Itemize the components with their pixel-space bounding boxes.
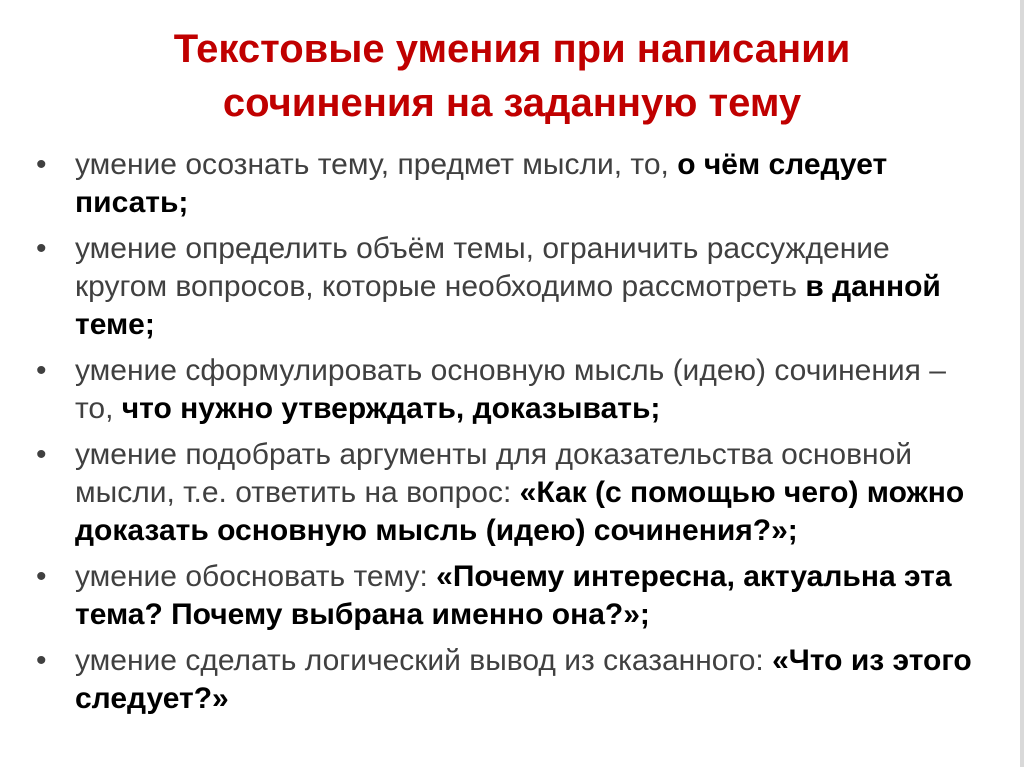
- list-item: [30, 352, 990, 428]
- list-item: [30, 146, 990, 222]
- slide-title: [0, 22, 1024, 130]
- slide-title-line-2: сочинения на заданную тему: [222, 81, 802, 125]
- list-item: [30, 642, 990, 718]
- item-emphasis: «Почему интересна, актуальна эта тема? Почему выбрана именно она?»;: [75, 560, 952, 631]
- item-text: умение подобрать аргументы для доказательства основной мысли, т.е. ответить на вопрос:: [75, 438, 913, 509]
- slide-title-line-1: Текстовые умения при написании: [173, 27, 851, 71]
- bullet-icon: •: [36, 560, 47, 593]
- list-item: [30, 230, 990, 344]
- item-text: умение определить объём темы, ограничить рассуждение кругом вопросов, которые необходимо рассмотреть: [75, 232, 890, 303]
- item-emphasis: о чём следует писать;: [75, 148, 888, 219]
- item-text: умение осознать тему, предмет мысли, то,: [75, 148, 678, 181]
- item-emphasis: «Что из этого следует?»: [75, 644, 972, 715]
- item-text: умение сделать логический вывод из сказанного:: [75, 644, 773, 677]
- item-text: умение обосновать тему:: [75, 560, 437, 593]
- bullet-icon: •: [36, 438, 47, 471]
- bullet-icon: •: [36, 644, 47, 677]
- item-emphasis: в данной теме;: [75, 270, 941, 341]
- list-item: [30, 558, 990, 634]
- item-text: умение сформулировать основную мысль (идею) сочинения – то,: [75, 354, 946, 425]
- skills-list: [30, 146, 990, 726]
- bullet-icon: •: [36, 148, 47, 181]
- list-item: [30, 436, 990, 550]
- bullet-icon: •: [36, 354, 47, 387]
- bullet-icon: •: [36, 232, 47, 265]
- item-emphasis: «Как (с помощью чего) можно доказать основную мысль (идею) сочинения?»;: [75, 476, 965, 547]
- item-emphasis: что нужно утверждать, доказывать;: [121, 392, 661, 425]
